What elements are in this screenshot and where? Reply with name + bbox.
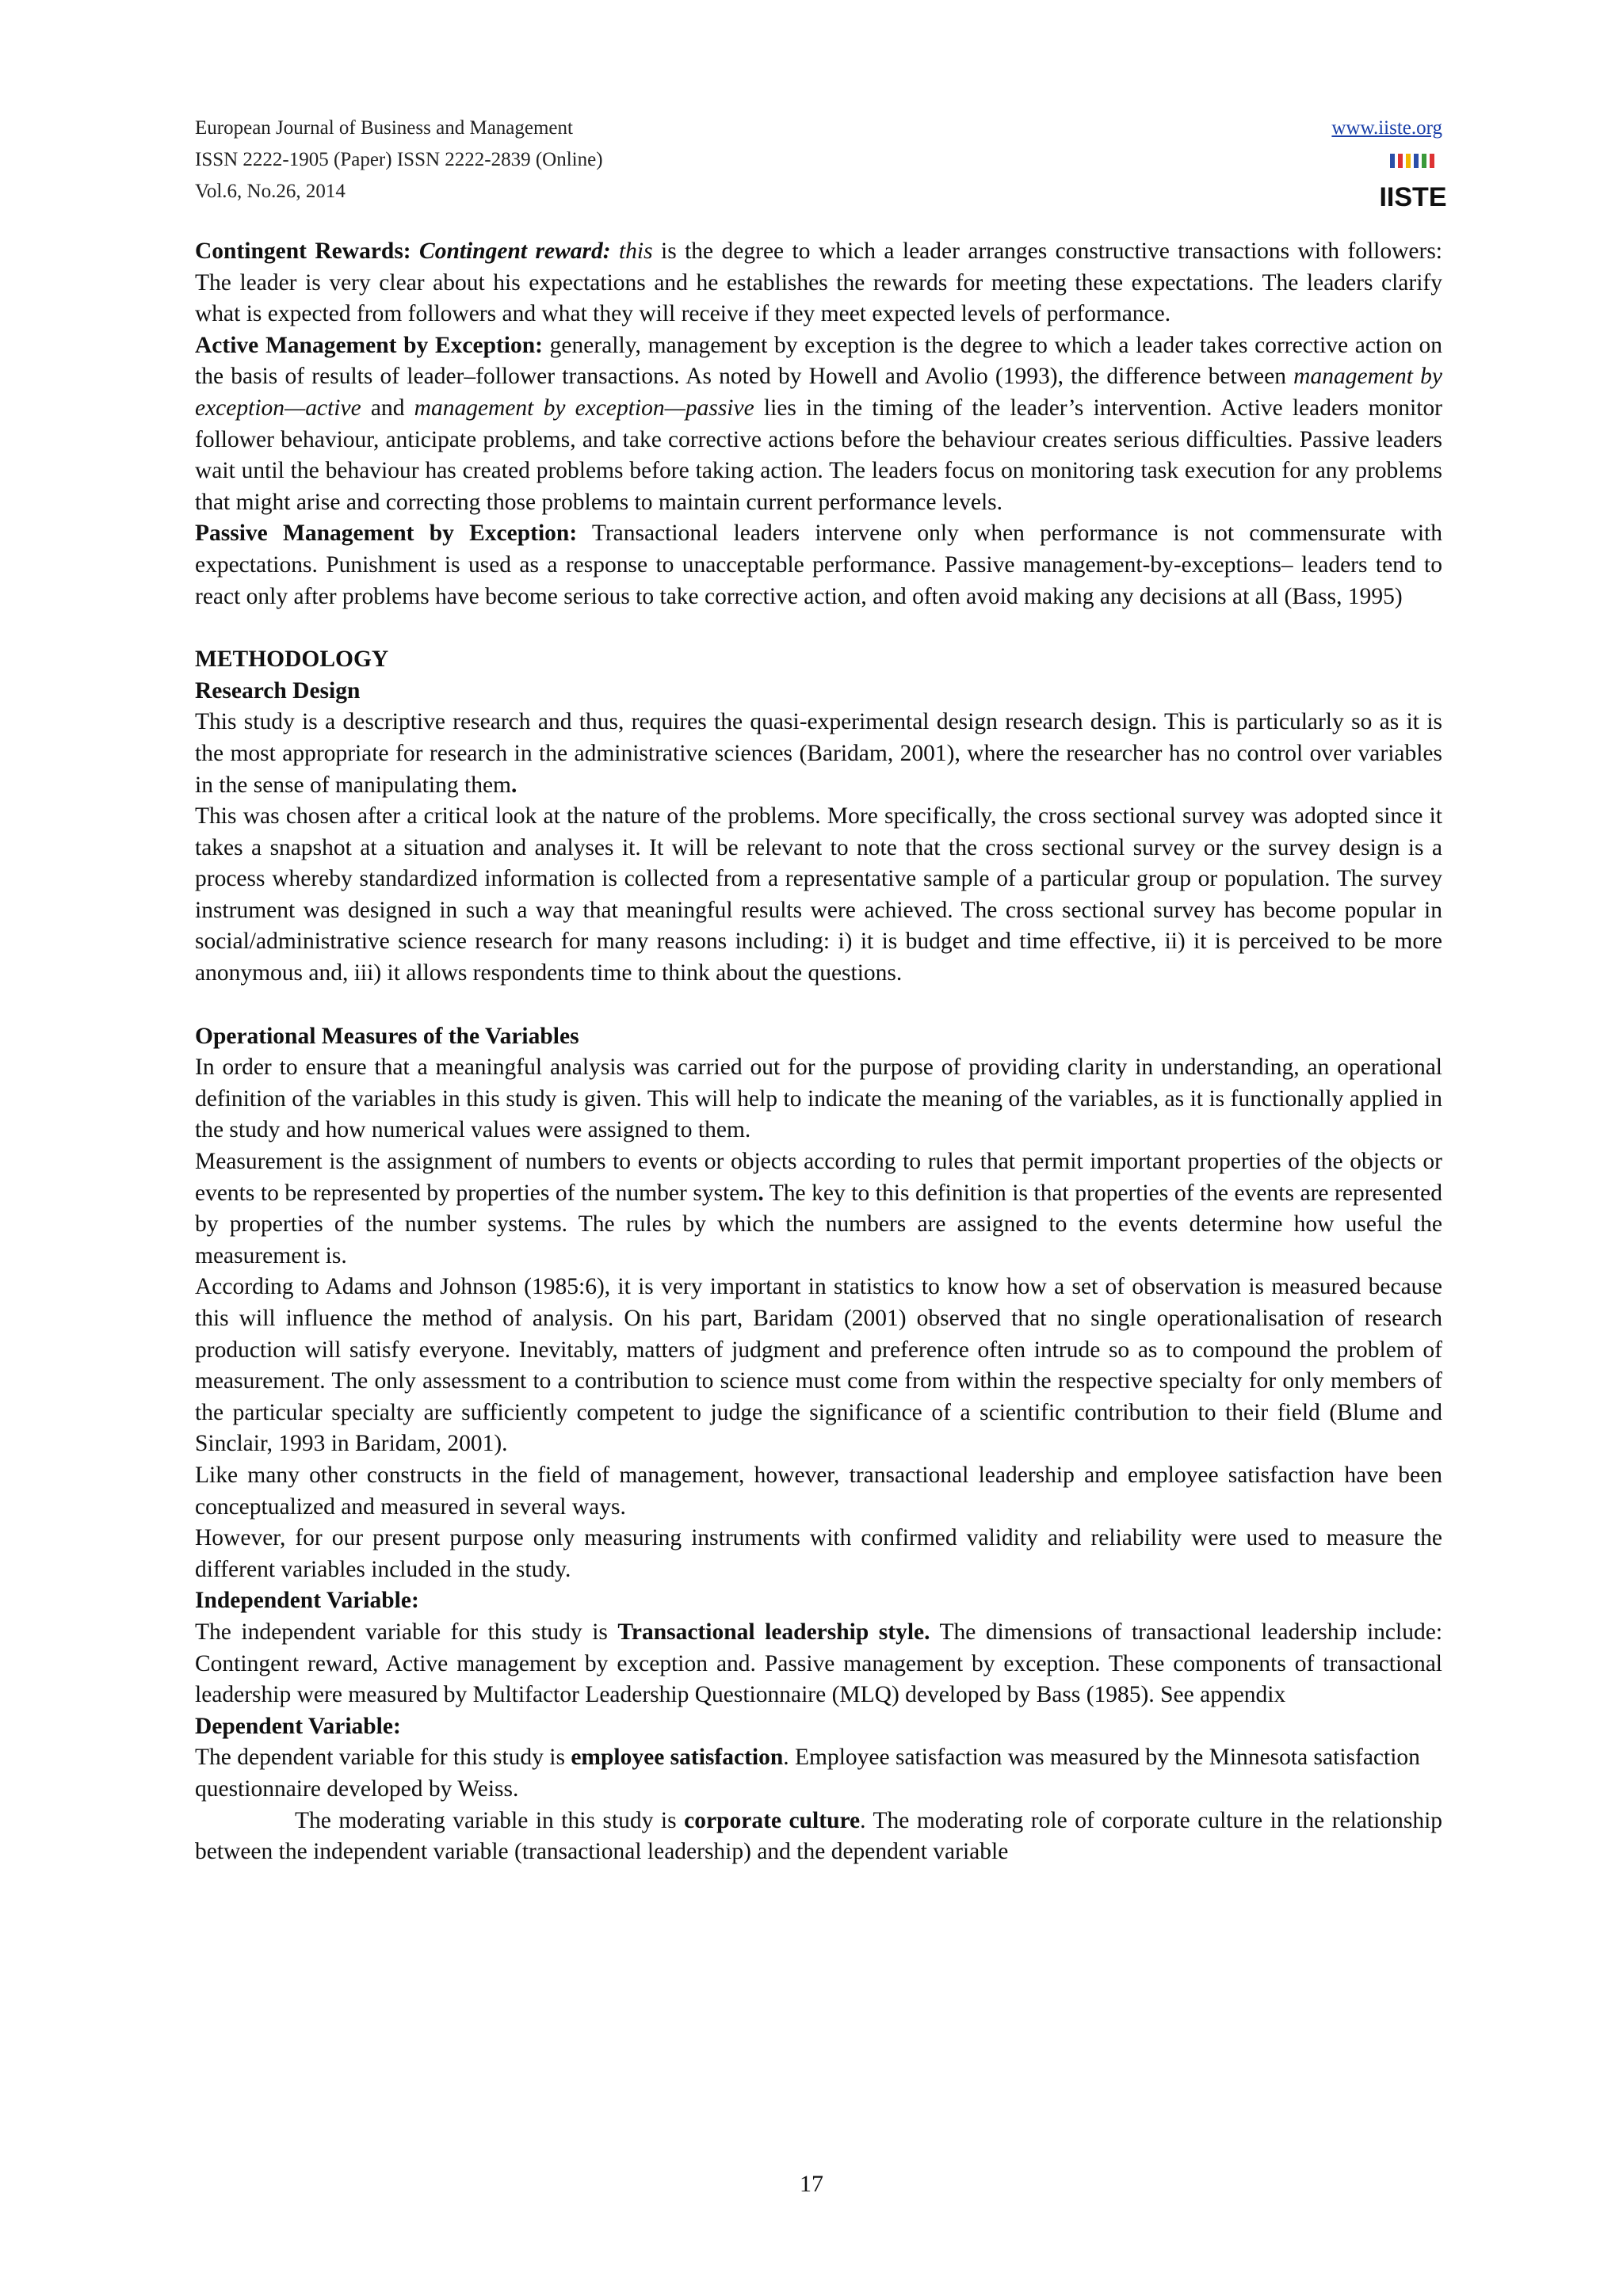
bold-period: . [511,772,517,798]
paragraph-text: The moderating variable in this study is [295,1807,685,1833]
paragraph-text: Transactional leaders intervene only when performance is not commensurate with expectations. Punishment is used as a response to unacceptable performance. Passive management-by-exceptions– leaders tend to react only after problems have become serious to take corrective action, and often avoid making any decisions at all (Bass, 1995) [195,521,1442,609]
issn-line: ISSN 2222-1905 (Paper) ISSN 2222-2839 (Online) [195,149,603,170]
page-header [195,113,1447,215]
journal-url-link[interactable]: www.iiste.org [1331,117,1442,139]
paragraph-constructs: Like many other constructs in the field of management, however, transactional leadership and employee satisfaction have been conceptualized and measured in several ways. [195,1462,1442,1520]
paragraph-text: . The moderating role of corporate culture in the relationship between the independent variable (transactional leadership) and the dependent variable [195,1807,1443,1865]
italic-word: this [618,238,653,264]
paragraph-active-management [195,330,1442,519]
paragraph-cross-sectional: This was chosen after a critical look at the nature of the problems. More specifically, the cross sectional survey was adopted since it takes a snapshot at a situation and analyses it. It will be relevant to note that the cross sectional survey or the survey design is a process whereby standardized information is collected from a representative sample of a particular group or population. The survey instrument was designed in such a way that meaningful results were achieved. The cross sectional survey has become popular in social/administrative science research for many reasons including: i) it is budget and time effective, ii) it is perceived to be more anonymous and, iii) it allows respondents time to think about the questions. [195,803,1442,986]
paragraph-measurement [195,1146,1442,1272]
bold-period: . [758,1180,764,1206]
term-bold-italic: Contingent reward: [419,238,611,264]
paragraph-dependent-variable [195,1742,1442,1805]
iiste-logo-icon [1379,151,1447,212]
paragraph-passive-management [195,518,1442,612]
paragraph-text: This study is a descriptive research and thus, requires the quasi-experimental design research design. This is particularly so as it is the most appropriate for research in the administrative sciences (Baridam, 2001), where the researcher has no control over variables in the sense of manipulating them [195,709,1442,798]
paragraph-text: The dimensions of transactional leadership include: Contingent reward, Active management by exception and. Passive management by exception. These components of transactional leadership were measured by Multifactor Leadership Questionnaire (MLQ) developed by Bass (1985). See appendix [195,1619,1443,1708]
paragraph-text: lies in the timing of the leader’s intervention. Active leaders monitor follower behaviour, anticipate problems, and take corrective actions before the behaviour creates serious difficulties. Passive leaders wait until the behaviour has created problems before taking action. The leaders focus on monitoring task execution for any problems that might arise and correcting those problems to maintain current performance levels. [195,395,1442,515]
term-heading: Active Management by Exception: [195,332,543,358]
page-number: 17 [800,2171,823,2197]
section-heading-methodology: METHODOLOGY [195,646,389,673]
bold-term: Transactional leadership style. [617,1619,930,1645]
subheading-dependent-variable: Dependent Variable: [195,1713,401,1739]
paragraph-text: The independent variable for this study is [195,1619,618,1645]
bold-term: corporate culture [684,1807,861,1833]
paragraph-text: Measurement is the assignment of numbers to events or objects according to rules that permit important properties of the objects or events to be represented by properties of the number system [195,1149,1442,1206]
paragraph-text: is the degree to which a leader arranges constructive transactions with followers: The leader is very clear about his expectations and he establishes the rewards for meeting these expectations. The leaders clarify what is expected from followers and what they will receive if they meet expected levels of performance. [195,238,1443,327]
paragraph-operational-definition: In order to ensure that a meaningful analysis was carried out for the purpose of providing clarity in understanding, an operational definition of the variables in this study is given. This will help to indicate the meaning of the variables, as it is functionally applied in the study and how numerical values were assigned to them. [195,1055,1442,1143]
paragraph-adams-johnson: According to Adams and Johnson (1985:6), it is very important in statistics to know how a set of observation is measured because this will influence the method of analysis. On his part, Baridam (2001) observed that no single operationalisation of research production will satisfy everyone. Inevitably, matters of judgment and preference often intrude so as to compound the problem of measurement. The only assessment to a contribution to science must come from within the respective specialty for only members of the particular specialty are sufficiently competent to judge the significance of a scientific contribution to their field (Blume and Sinclair, 1993 in Baridam, 2001). [195,1274,1442,1457]
paragraph-research-design [195,707,1442,801]
paragraph-text: and [361,395,414,421]
bold-term: employee satisfaction [571,1745,784,1771]
article-body [195,236,1442,1868]
volume-line: Vol.6, No.26, 2014 [195,181,346,202]
term-heading: Passive Management by Exception: [195,521,578,547]
term-heading: Contingent Rewards: [195,238,411,264]
logo-text: IISTE [1379,182,1447,212]
paragraph-text: . Employee satisfaction was measured by the Minnesota satisfaction questionnaire developed by Weiss. [195,1745,1420,1802]
paragraph-text: The key to this definition is that properties of the events are represented by properties of the number systems. The rules by which the numbers are assigned to the events determine how useful the measurement is. [195,1180,1443,1268]
paragraph-independent-variable [195,1617,1442,1711]
italic-phrase: management by exception—active [195,364,1442,421]
journal-title: European Journal of Business and Management [195,117,573,139]
paragraph-moderating-variable [195,1806,1442,1868]
paragraph-text: generally, management by exception is the degree to which a leader takes corrective action on the basis of results of leader–follower transactions. As noted by Howell and Avolio (1993), the difference between [195,332,1442,390]
paragraph-contingent-rewards [195,236,1442,330]
paragraph-text: The dependent variable for this study is [195,1745,571,1771]
subheading-independent-variable: Independent Variable: [195,1588,419,1614]
paragraph-instruments: However, for our present purpose only measuring instruments with confirmed validity and reliability were used to measure the different variables included in the study. [195,1525,1442,1582]
subheading-research-design: Research Design [195,677,361,704]
subheading-operational-measures: Operational Measures of the Variables [195,1023,579,1049]
italic-phrase: management by exception—passive [414,395,754,421]
